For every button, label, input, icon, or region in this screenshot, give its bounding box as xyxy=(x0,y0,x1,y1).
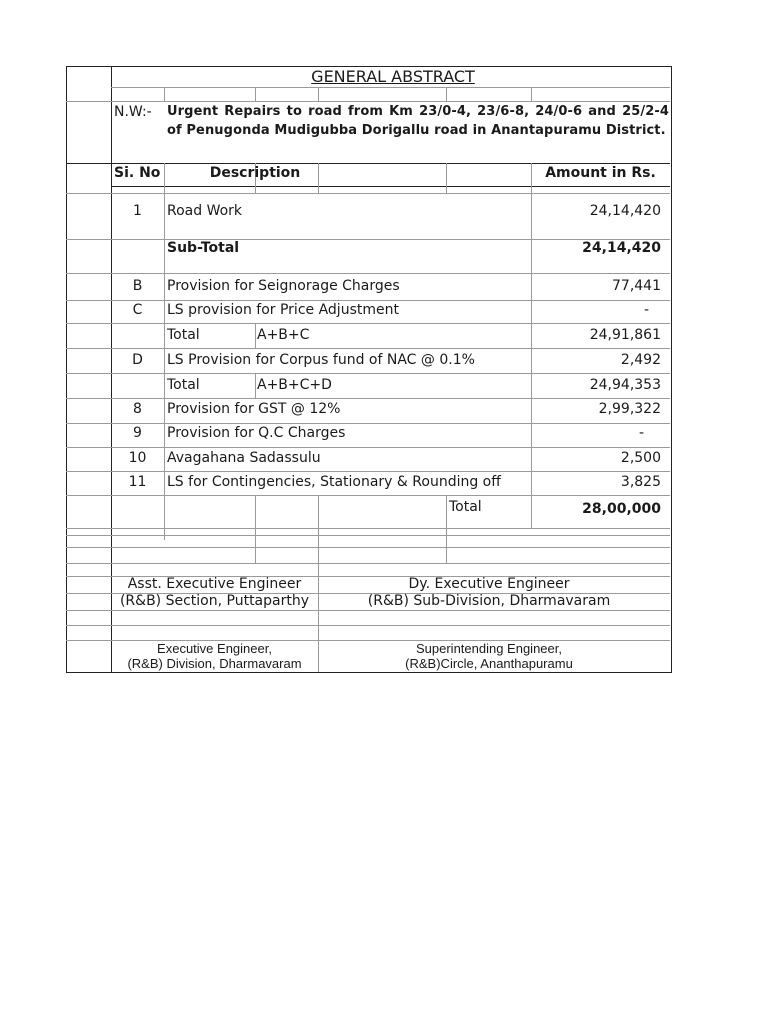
row-amount: 3,825 xyxy=(620,474,661,490)
gridline xyxy=(255,495,256,564)
row-amount: - xyxy=(638,425,644,441)
row-amount: 77,441 xyxy=(612,278,661,294)
gridline xyxy=(164,163,165,540)
row-amount: 2,500 xyxy=(620,450,661,466)
row-sno: 8 xyxy=(133,401,142,417)
gridline xyxy=(66,398,670,399)
row-sno: C xyxy=(132,302,143,318)
row-description: Avagahana Sadassulu xyxy=(167,450,321,466)
row-description: Provision for GST @ 12% xyxy=(167,401,341,417)
gridline xyxy=(66,323,670,324)
signature-dee-title: Dy. Executive Engineer xyxy=(408,576,570,592)
gridline xyxy=(318,87,319,101)
gridline xyxy=(111,87,670,88)
row-description: Total xyxy=(167,377,200,393)
row-sno: 1 xyxy=(133,203,142,219)
header-description: Description xyxy=(209,165,301,181)
gridline xyxy=(446,87,447,101)
header-amount: Amount in Rs. xyxy=(545,165,656,181)
gridline xyxy=(66,193,670,194)
row-amount: 2,99,322 xyxy=(598,401,661,417)
gridline xyxy=(66,625,670,626)
signature-ee-title: Executive Engineer, xyxy=(157,641,272,656)
gridline xyxy=(66,273,670,274)
page-title: GENERAL ABSTRACT xyxy=(311,67,475,86)
row-amount: 24,14,420 xyxy=(589,203,661,219)
signature-aee-title: Asst. Executive Engineer xyxy=(127,576,302,592)
signature-se-title: Superintending Engineer, xyxy=(415,641,562,656)
gridline xyxy=(66,528,670,529)
gridline xyxy=(66,373,670,374)
gridline xyxy=(66,563,670,564)
name-of-work-label: N.W:- xyxy=(114,104,152,120)
row-description: Total xyxy=(167,327,200,343)
signature-aee-office: (R&B) Section, Puttaparthy xyxy=(119,593,310,609)
gridline xyxy=(66,535,670,536)
row-sno: 9 xyxy=(133,425,142,441)
gridline xyxy=(66,447,670,448)
subtotal-amount: 24,14,420 xyxy=(582,240,661,256)
gridline xyxy=(446,163,447,193)
gridline xyxy=(66,471,670,472)
subtotal-label: Sub-Total xyxy=(167,240,240,256)
gridline xyxy=(66,610,670,611)
signature-dee-office: (R&B) Sub-Division, Dharmavaram xyxy=(367,593,611,609)
row-description: LS for Contingencies, Stationary & Rounding off xyxy=(167,474,501,490)
row-amount: 2,492 xyxy=(620,352,661,368)
grand-total-label: Total xyxy=(449,499,482,515)
signature-se-office: (R&B)Circle, Ananthapuramu xyxy=(405,656,573,671)
gridline xyxy=(111,186,670,187)
row-amount: - xyxy=(643,302,649,318)
gridline xyxy=(255,373,256,398)
row-description: Provision for Q.C Charges xyxy=(167,425,346,441)
signature-se xyxy=(318,641,660,671)
row-description: LS provision for Price Adjustment xyxy=(167,302,399,318)
gridline xyxy=(66,547,670,548)
row-sno: D xyxy=(132,352,143,368)
header-sno: Si. No xyxy=(114,165,161,181)
signature-aee xyxy=(111,576,318,610)
gridline xyxy=(66,495,670,496)
row-formula: A+B+C+D xyxy=(257,377,332,393)
row-sno: 10 xyxy=(128,450,147,466)
signature-ee-office: (R&B) Division, Dharmavaram xyxy=(127,656,302,671)
row-description: Road Work xyxy=(167,203,243,219)
row-amount: 24,94,353 xyxy=(589,377,661,393)
row-description: LS Provision for Corpus fund of NAC @ 0.1% xyxy=(167,352,475,368)
grand-total-amount: 28,00,000 xyxy=(582,501,661,517)
gridline xyxy=(66,348,670,349)
gridline xyxy=(255,87,256,101)
row-formula: A+B+C xyxy=(257,327,310,343)
name-of-work-text: Urgent Repairs to road from Km 23/0-4, 23/6-8, 24/0-6 and 25/2-4 of Penugonda Mudigubba Dorigallu road in Anantapuramu District. xyxy=(167,104,669,138)
signature-ee xyxy=(111,641,318,671)
row-sno: B xyxy=(132,278,143,294)
row-amount: 24,91,861 xyxy=(589,327,661,343)
signature-dee xyxy=(318,576,660,610)
gridline xyxy=(531,87,532,101)
row-description: Provision for Seignorage Charges xyxy=(167,278,400,294)
gridline xyxy=(255,323,256,348)
gridline xyxy=(446,495,447,564)
gridline xyxy=(164,87,165,101)
row-sno: 11 xyxy=(128,474,147,490)
